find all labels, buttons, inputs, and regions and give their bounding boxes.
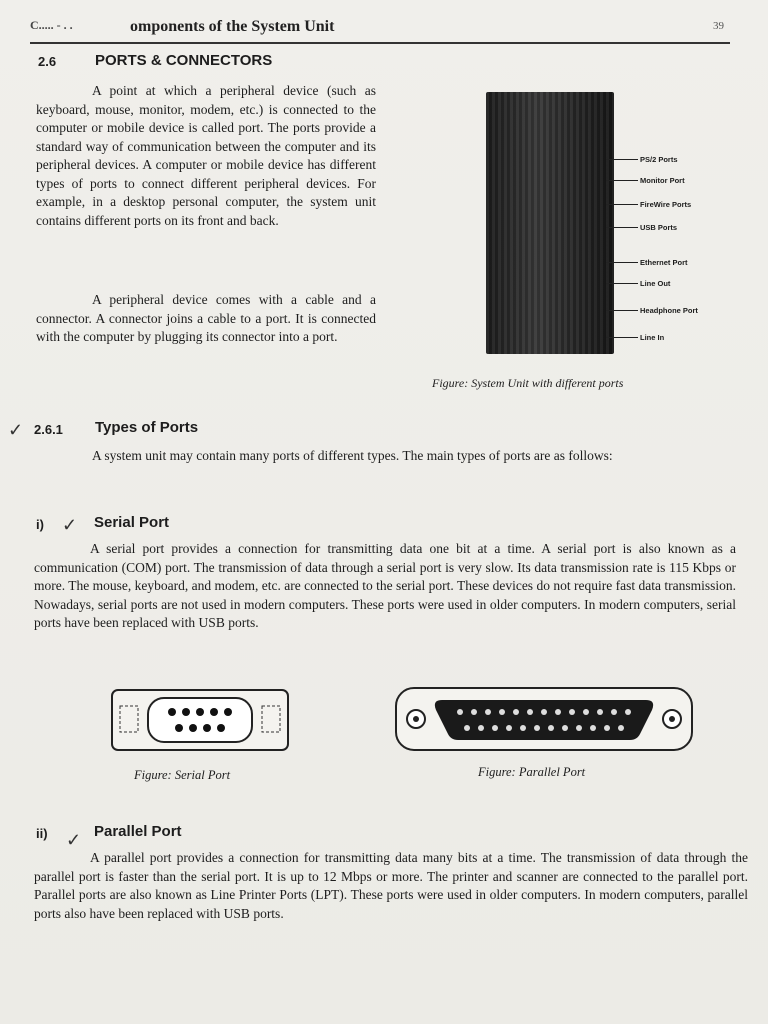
system-unit-image <box>486 92 614 354</box>
pin <box>492 725 498 731</box>
pin <box>555 709 561 715</box>
pin <box>520 725 526 731</box>
running-header <box>30 16 730 44</box>
pin <box>499 709 505 715</box>
serial-figure-caption: Figure: Serial Port <box>134 768 231 782</box>
port-label: PS/2 Ports <box>640 155 678 164</box>
pin <box>618 725 624 731</box>
parallel-figure-caption: Figure: Parallel Port <box>478 765 586 779</box>
pin <box>471 709 477 715</box>
pin <box>625 709 631 715</box>
port-label: Line In <box>640 333 665 342</box>
serial-port-image <box>110 688 290 752</box>
pin <box>611 709 617 715</box>
section-paragraph-2: A peripheral device comes with a cable and a connector. A connector joins a cable to a port. It is connected with the computer by plugging its connector into a port. <box>36 292 376 344</box>
item-marker: ii) <box>36 826 48 841</box>
pin <box>597 709 603 715</box>
chapter-label: C..... - . . <box>30 18 73 32</box>
pen-mark: ✓ <box>66 830 82 850</box>
port-label: FireWire Ports <box>640 200 692 209</box>
pin <box>457 709 463 715</box>
pin <box>478 725 484 731</box>
parallel-port-paragraph: A parallel port provides a connection for transmitting data many bits at a time. The transmission of data through the parallel port is faster than the serial port. It is up to 12 Mbps or more. The printer and scanner are connected to the parallel port. Parallel ports are also known as Line Printer Ports (LPT). These ports were used in older computers. In modern computers, parallel ports also have been replaced with USB ports. <box>34 850 748 921</box>
item-title: Parallel Port <box>94 823 182 840</box>
pin <box>569 709 575 715</box>
pin <box>534 725 540 731</box>
pin <box>485 709 491 715</box>
port-label: Line Out <box>640 279 671 288</box>
figure-caption: Figure: System Unit with different ports <box>432 376 624 390</box>
pin <box>527 709 533 715</box>
port-label: Monitor Port <box>640 176 685 185</box>
pin <box>541 709 547 715</box>
page-number: 39 <box>713 20 724 32</box>
pen-mark: ✓ <box>8 420 24 440</box>
subsection-number: 2.6.1 <box>34 422 63 437</box>
pin <box>576 725 582 731</box>
chapter-title: omponents of the System Unit <box>130 18 335 35</box>
port-label: Headphone Port <box>640 306 698 315</box>
pin <box>583 709 589 715</box>
subsection-intro: A system unit may contain many ports of different types. The main types of ports are as follows: <box>92 448 613 463</box>
subsection-title: Types of Ports <box>95 419 199 436</box>
pin <box>464 725 470 731</box>
pin <box>548 725 554 731</box>
parallel-port-image <box>394 686 694 752</box>
serial-port-paragraph: A serial port provides a connection for transmitting data one bit at a time. A serial port is also known as a communication (COM) port. The transmission of data through a serial port is very slow. Its data transmission rate is 115 Kbps or more. The mouse, keyboard, and modem, etc. are connected to the serial port. These devices do not require fast data transmission. Nowadays, serial ports are not used in modern computers. These ports were used in older computers. In modern computers, serial ports have been replaced with USB ports. <box>34 541 736 630</box>
port-label: Ethernet Port <box>640 258 688 267</box>
port-label: USB Ports <box>640 223 678 232</box>
pin <box>590 725 596 731</box>
pin <box>513 709 519 715</box>
item-marker: i) <box>36 517 44 532</box>
pin <box>506 725 512 731</box>
pen-mark: ✓ <box>62 515 78 535</box>
pin <box>562 725 568 731</box>
pin <box>604 725 610 731</box>
item-title: Serial Port <box>94 514 170 531</box>
section-number: 2.6 <box>38 54 57 69</box>
section-paragraph-1: A point at which a peripheral device (such as keyboard, mouse, monitor, modem, etc.) is connected to the computer or mobile device is called port. The ports provide a standard way of communication between the computer and its peripheral devices. A computer or mobile device has different types of ports to connect different peripheral devices. For example, in a desktop personal computer, the system unit contains different ports on its front and back. <box>36 83 376 228</box>
section-title: PORTS & CONNECTORS <box>95 52 273 69</box>
